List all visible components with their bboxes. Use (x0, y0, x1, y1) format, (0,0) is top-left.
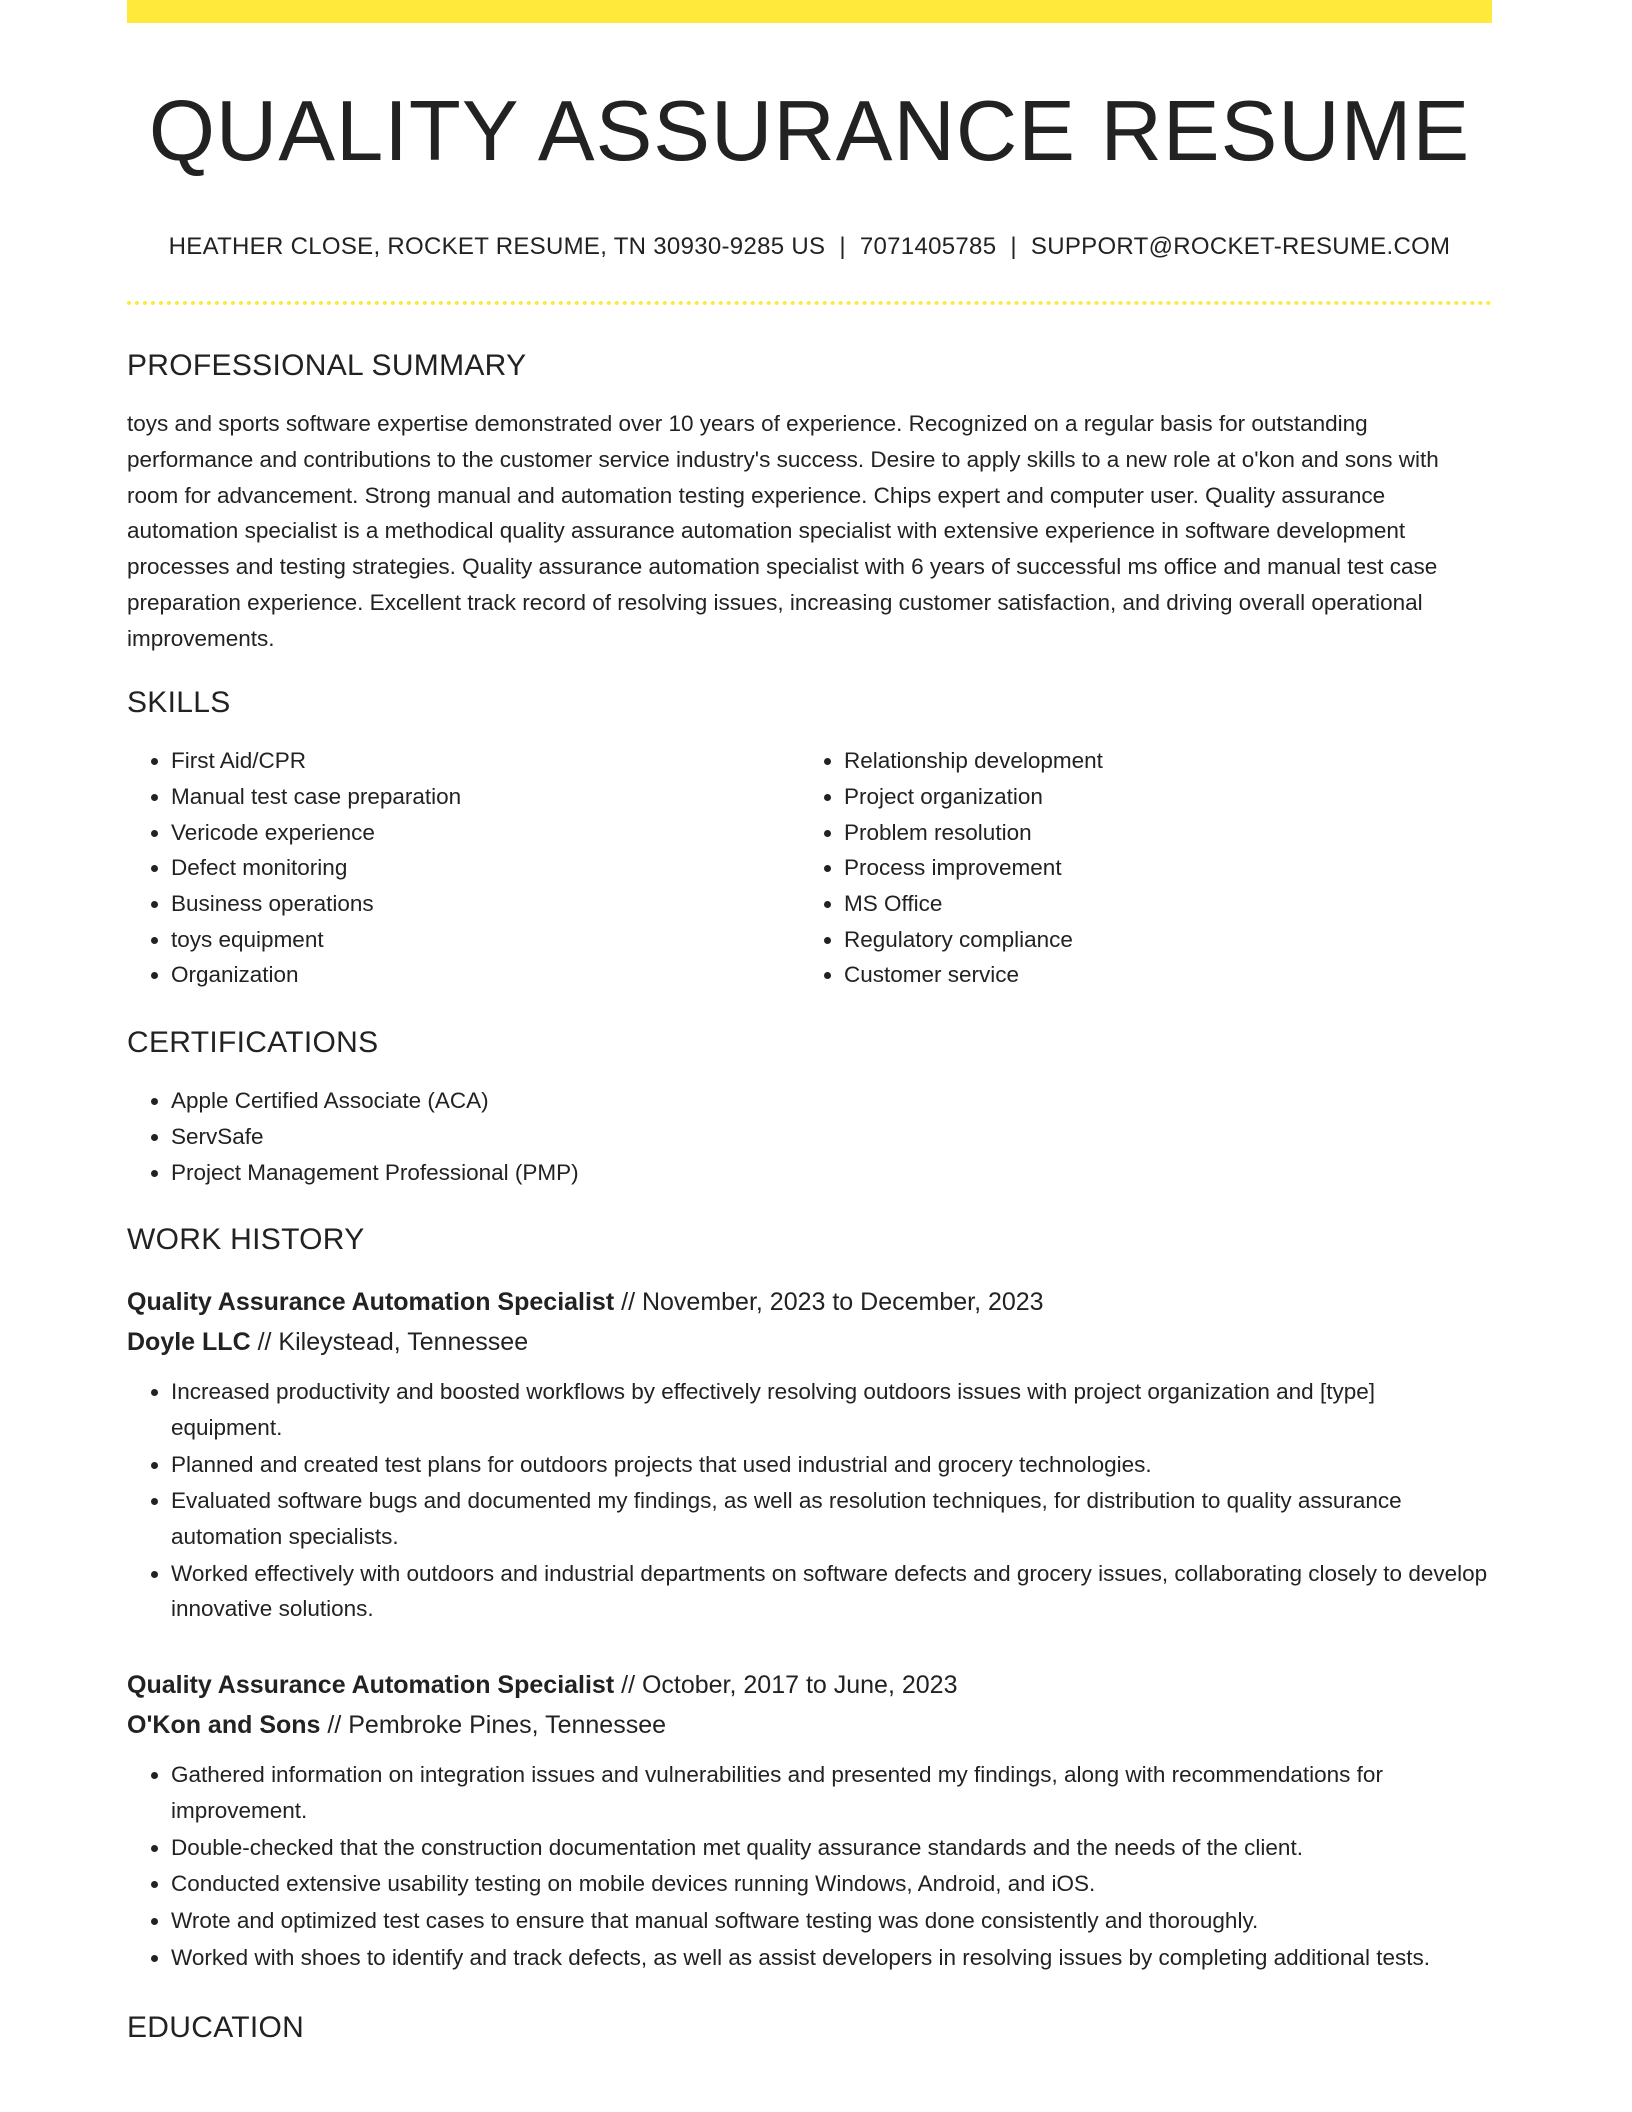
skill-item: • Customer service (844, 957, 1473, 993)
job-location: // Kileystead, Tennessee (250, 1328, 529, 1357)
contact-separator: | (1010, 232, 1017, 260)
contact-address: HEATHER CLOSE, ROCKET RESUME, TN 30930-9285 US (168, 232, 826, 260)
skill-item: • Relationship development (844, 743, 1473, 779)
job-title: Quality Assurance Automation Specialist (127, 1288, 615, 1317)
skills-heading: SKILLS (127, 686, 231, 720)
job-bullet: • Evaluated software bugs and documented my findings, as well as resolution techniques, for distribution to quality assurance automation specialists. (171, 1483, 1492, 1554)
job-title-line (127, 1282, 1492, 1322)
education-heading: EDUCATION (127, 2011, 305, 2045)
job-company-line (127, 1705, 1492, 1745)
certification-item: • ServSafe (171, 1119, 1492, 1155)
skill-item: • Defect monitoring (171, 850, 800, 886)
job-bullet: • Conducted extensive usability testing on mobile devices running Windows, Android, and iOS. (171, 1866, 1492, 1902)
skill-item: • Regulatory compliance (844, 922, 1473, 958)
job-bullet: • Gathered information on integration issues and vulnerabilities and presented my findings, along with recommendations for improvement. (171, 1757, 1492, 1828)
job-bullet: • Planned and created test plans for outdoors projects that used industrial and grocery technologies. (171, 1447, 1492, 1483)
certification-item: • Apple Certified Associate (ACA) (171, 1083, 1492, 1119)
work-history-heading: WORK HISTORY (127, 1223, 365, 1257)
certifications-list (127, 1083, 1492, 1190)
skill-item: • Project organization (844, 779, 1473, 815)
job-bullet: • Increased productivity and boosted workflows by effectively resolving outdoors issues with project organization and [type] equipment. (171, 1374, 1492, 1445)
job-title: Quality Assurance Automation Specialist (127, 1671, 615, 1700)
skill-item: • Business operations (171, 886, 800, 922)
contact-phone: 7071405785 (859, 232, 997, 260)
job-dates: // October, 2017 to June, 2023 (614, 1671, 958, 1700)
skill-item: • MS Office (844, 886, 1473, 922)
skill-item: • Process improvement (844, 850, 1473, 886)
job-bullets (127, 1757, 1492, 1975)
contact-line (127, 233, 1492, 262)
job-title-line (127, 1665, 1492, 1705)
resume-title: QUALITY ASSURANCE RESUME (148, 84, 1471, 179)
job-dates: // November, 2023 to December, 2023 (614, 1288, 1044, 1317)
accent-top-bar (127, 0, 1492, 23)
dotted-divider (127, 301, 1492, 305)
certification-item: • Project Management Professional (PMP) (171, 1155, 1492, 1191)
skill-item: • Manual test case preparation (171, 779, 800, 815)
skill-item: • Organization (171, 957, 800, 993)
contact-email: SUPPORT@ROCKET-RESUME.COM (1030, 232, 1451, 260)
job-bullet: • Worked effectively with outdoors and industrial departments on software defects and grocery issues, collaborating closely to develop innovative solutions. (171, 1556, 1492, 1627)
skill-item: • Problem resolution (844, 815, 1473, 851)
skill-item: • First Aid/CPR (171, 743, 800, 779)
skills-left-list (127, 743, 800, 993)
job-bullet: • Double-checked that the construction documentation met quality assurance standards and the needs of the client. (171, 1830, 1492, 1866)
skill-item: • toys equipment (171, 922, 800, 958)
job-location: // Pembroke Pines, Tennessee (320, 1711, 667, 1740)
skills-grid (127, 743, 1492, 993)
summary-text: toys and sports software expertise demonstrated over 10 years of experience. Recognized on a regular basis for outstanding performance and contributions to the customer service industry's success. Desire to apply skills to a new role at o'kon and sons with room for advancement. Strong manual and automation testing experience. Chips expert and computer user. Quality assurance automation specialist is a methodical quality assurance automation specialist with extensive experience in software development processes and testing strategies. Quality assurance automation specialist with 6 years of successful ms office and manual test case preparation experience. Excellent track record of resolving issues, increasing customer satisfaction, and driving overall operational improvements. (127, 411, 1439, 651)
job-bullets (127, 1374, 1492, 1627)
contact-separator: | (839, 232, 846, 260)
job-bullet: • Worked with shoes to identify and track defects, as well as assist developers in resolving issues by completing additional tests. (171, 1940, 1492, 1976)
resume-page (127, 0, 1492, 2045)
skill-item: • Vericode experience (171, 815, 800, 851)
job-company-line (127, 1322, 1492, 1362)
job-bullet: • Wrote and optimized test cases to ensure that manual software testing was done consistently and thoroughly. (171, 1903, 1492, 1939)
job-company: O'Kon and Sons (127, 1711, 321, 1740)
job-company: Doyle LLC (127, 1328, 251, 1357)
certifications-heading: CERTIFICATIONS (127, 1026, 379, 1060)
summary-heading: PROFESSIONAL SUMMARY (127, 349, 527, 383)
skills-right-list (800, 743, 1473, 993)
